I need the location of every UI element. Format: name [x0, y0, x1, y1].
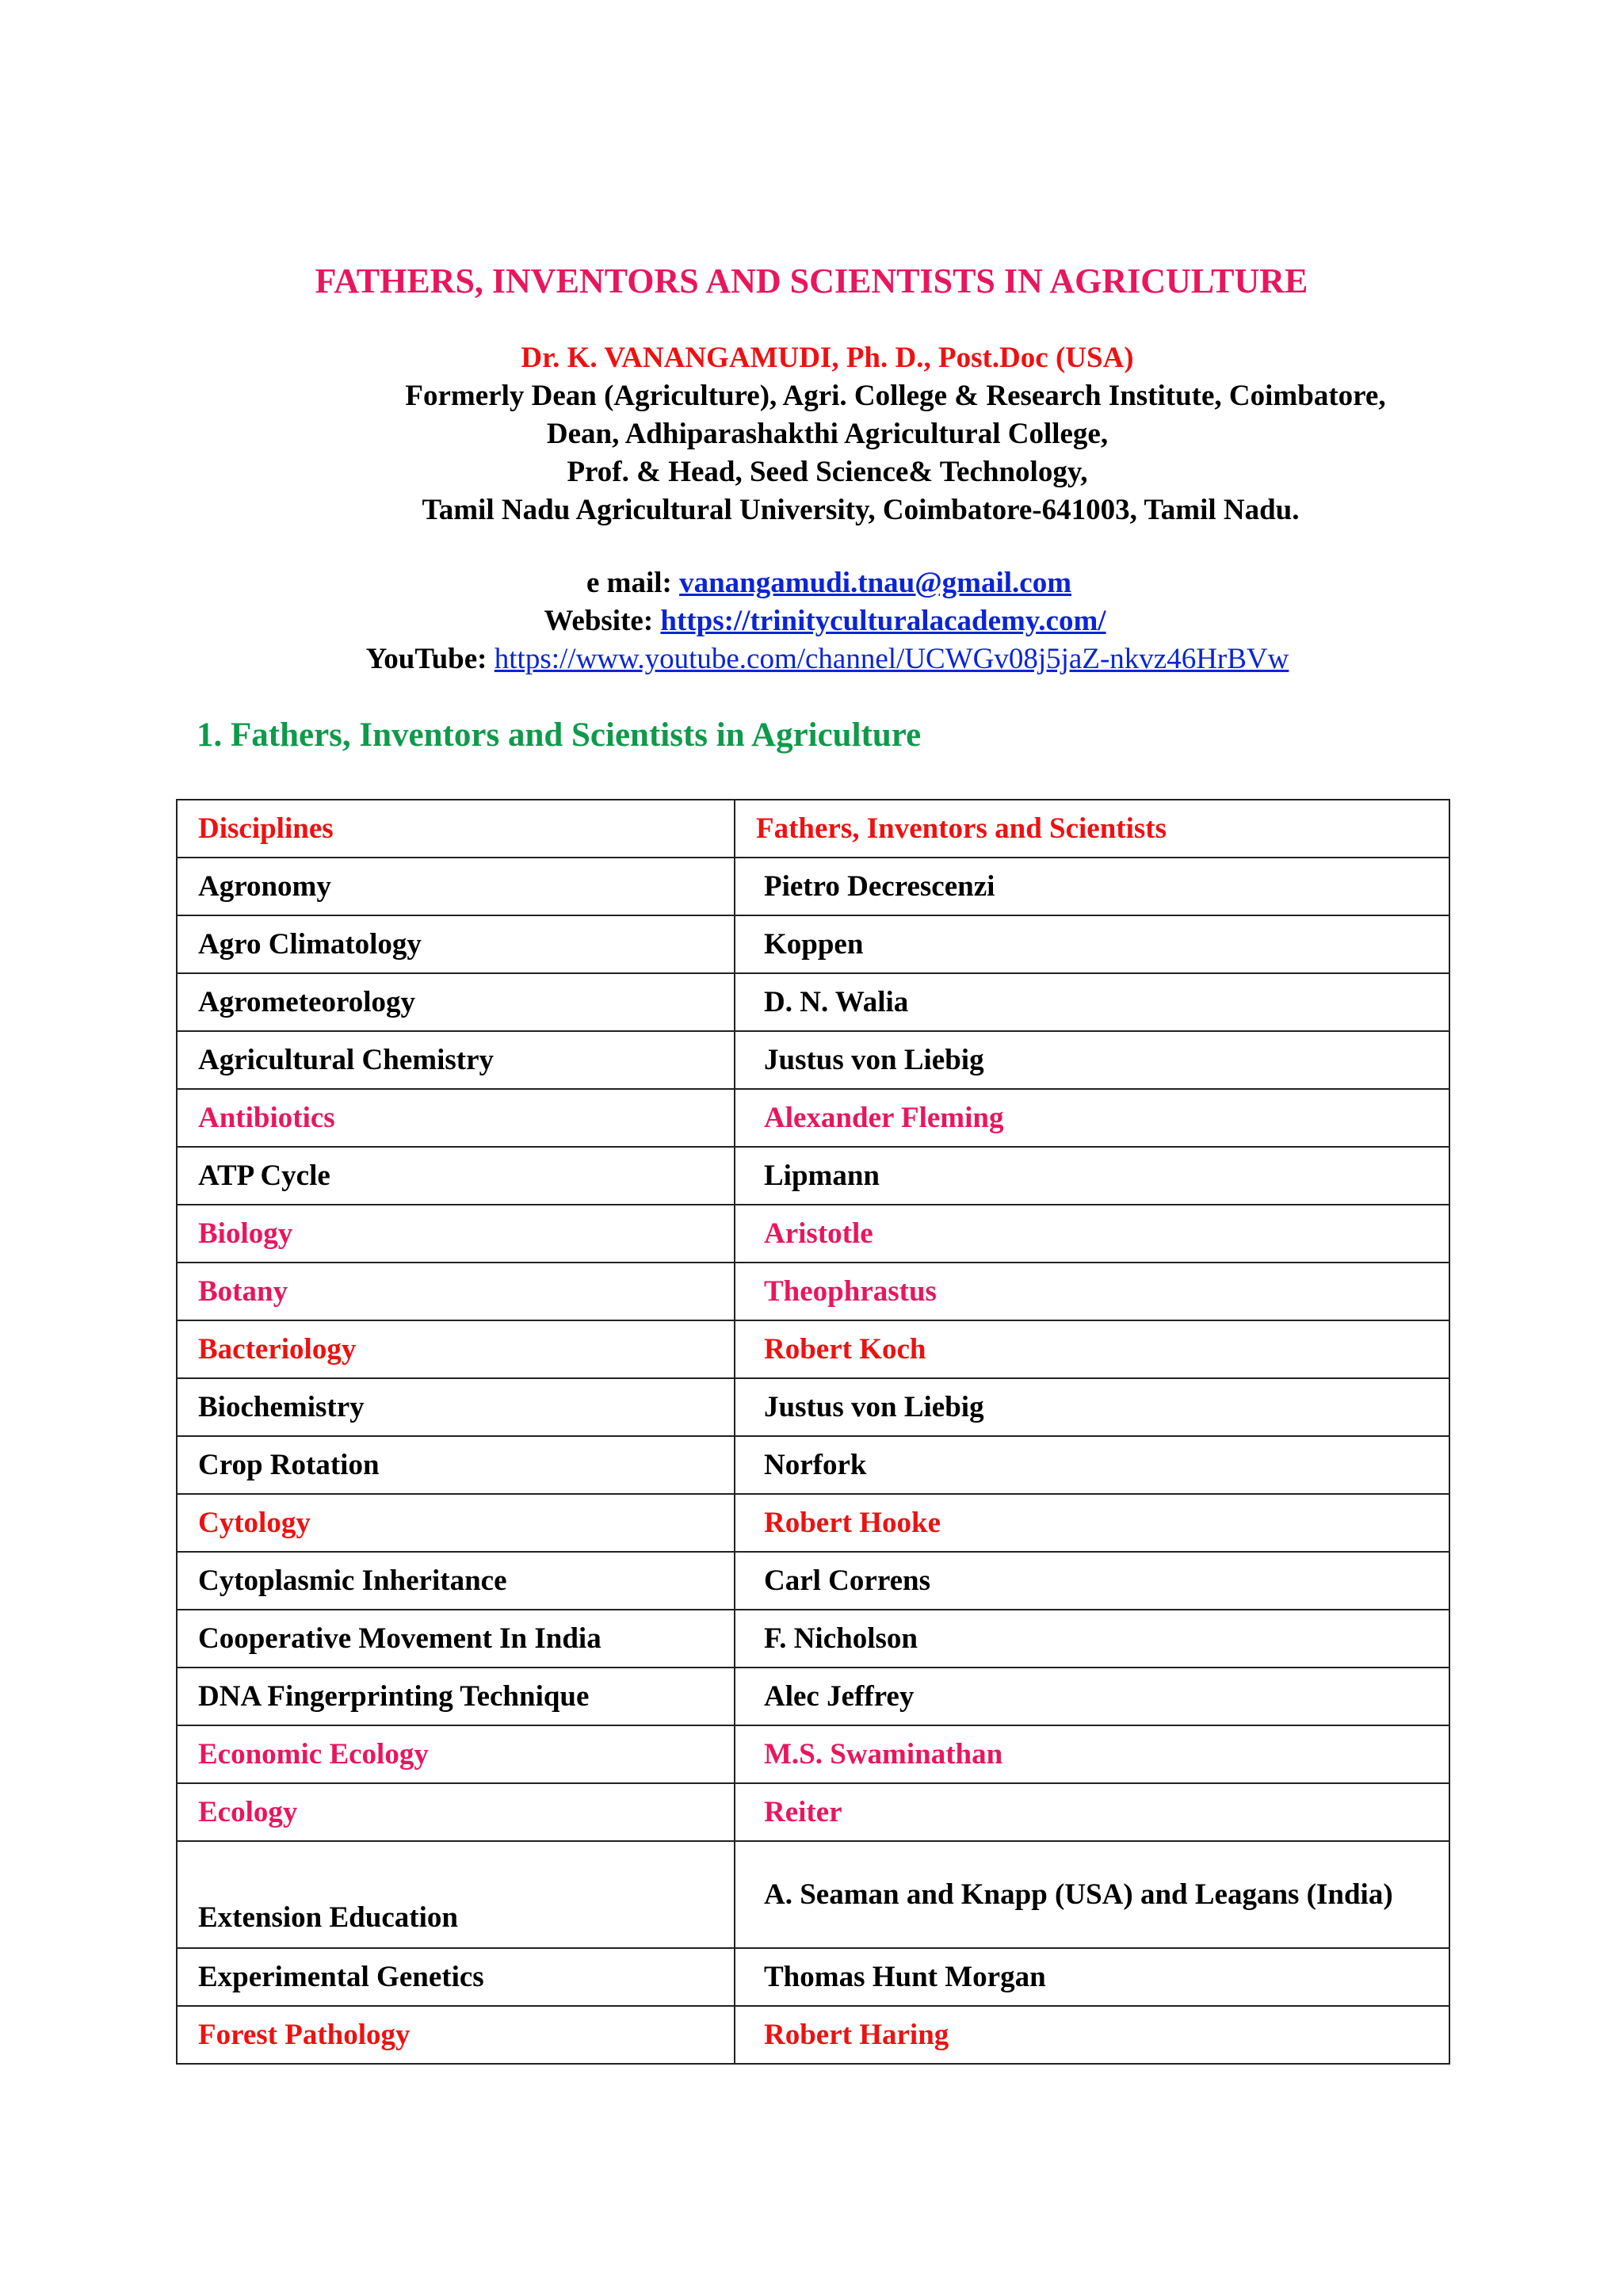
discipline-cell: Botany	[177, 1263, 735, 1320]
table-row	[177, 1147, 1449, 1205]
email-link[interactable]: vanangamudi.tnau@gmail.com	[679, 567, 1072, 599]
table-row	[177, 2006, 1449, 2064]
person-cell: A. Seaman and Knapp (USA) and Leagans (India)	[735, 1841, 1449, 1948]
person-cell: F. Nicholson	[735, 1610, 1449, 1668]
author-affiliation-2: Dean, Adhiparashakthi Agricultural College,	[546, 418, 1109, 450]
discipline-cell: Cytology	[177, 1494, 735, 1552]
discipline-cell: Agro Climatology	[177, 915, 735, 973]
person-cell: Lipmann	[735, 1147, 1449, 1205]
table-row	[177, 1031, 1449, 1089]
person-cell: Norfork	[735, 1436, 1449, 1494]
discipline-cell: Agrometeorology	[177, 973, 735, 1031]
person-cell: M.S. Swaminathan	[735, 1725, 1449, 1783]
person-cell: Justus von Liebig	[735, 1031, 1449, 1089]
fathers-table	[176, 799, 1450, 2065]
discipline-cell: Biochemistry	[177, 1378, 735, 1436]
person-cell: Aristotle	[735, 1205, 1449, 1263]
discipline-cell: Cytoplasmic Inheritance	[177, 1552, 735, 1610]
author-affiliation-4: Tamil Nadu Agricultural University, Coimbatore-641003, Tamil Nadu.	[422, 494, 1300, 526]
email-label: e mail:	[586, 567, 672, 599]
table-row	[177, 1436, 1449, 1494]
header-fathers: Fathers, Inventors and Scientists	[735, 800, 1449, 858]
table-row	[177, 1668, 1449, 1725]
table-header-row	[177, 800, 1449, 858]
table-row	[177, 1494, 1449, 1552]
person-cell: Pietro Decrescenzi	[735, 858, 1449, 915]
table-row	[177, 1320, 1449, 1378]
discipline-cell: Agronomy	[177, 858, 735, 915]
table-row	[177, 1841, 1449, 1948]
discipline-cell: ATP Cycle	[177, 1147, 735, 1205]
person-cell: Carl Correns	[735, 1552, 1449, 1610]
table-row	[177, 1783, 1449, 1841]
youtube-link[interactable]: https://www.youtube.com/channel/UCWGv08j5jaZ-nkvz46HrBVw	[494, 643, 1289, 675]
discipline-cell: Bacteriology	[177, 1320, 735, 1378]
person-cell: Theophrastus	[735, 1263, 1449, 1320]
table-row	[177, 1263, 1449, 1320]
table-row	[177, 1089, 1449, 1147]
discipline-cell: DNA Fingerprinting Technique	[177, 1668, 735, 1725]
person-cell: Alec Jeffrey	[735, 1668, 1449, 1725]
email-row	[0, 564, 1623, 602]
person-cell: Koppen	[735, 915, 1449, 973]
discipline-cell: Extension Education	[177, 1841, 735, 1948]
author-affiliation-1: Formerly Dean (Agriculture), Agri. College & Research Institute, Coimbatore,	[405, 380, 1386, 412]
table-row	[177, 1552, 1449, 1610]
person-cell: Reiter	[735, 1783, 1449, 1841]
website-row	[0, 602, 1623, 640]
header-disciplines: Disciplines	[177, 800, 735, 858]
document-title: FATHERS, INVENTORS AND SCIENTISTS IN AGRICULTURE	[315, 262, 1308, 300]
website-label: Website:	[544, 605, 654, 637]
contact-block	[0, 564, 1623, 678]
person-cell: Robert Haring	[735, 2006, 1449, 2064]
table-row	[177, 858, 1449, 915]
person-cell: D. N. Walia	[735, 973, 1449, 1031]
discipline-cell: Economic Ecology	[177, 1725, 735, 1783]
website-link[interactable]: https://trinityculturalacademy.com/	[660, 605, 1106, 637]
person-cell: Alexander Fleming	[735, 1089, 1449, 1147]
table-row	[177, 1610, 1449, 1668]
table-row	[177, 1725, 1449, 1783]
person-cell: Justus von Liebig	[735, 1378, 1449, 1436]
author-affiliation-3: Prof. & Head, Seed Science& Technology,	[567, 456, 1088, 488]
youtube-label: YouTube:	[365, 643, 487, 675]
discipline-cell: Biology	[177, 1205, 735, 1263]
youtube-row	[0, 640, 1623, 678]
table-row	[177, 1205, 1449, 1263]
person-cell: Thomas Hunt Morgan	[735, 1948, 1449, 2006]
person-cell: Robert Koch	[735, 1320, 1449, 1378]
discipline-cell: Experimental Genetics	[177, 1948, 735, 2006]
table-row	[177, 973, 1449, 1031]
discipline-cell: Crop Rotation	[177, 1436, 735, 1494]
discipline-cell: Agricultural Chemistry	[177, 1031, 735, 1089]
discipline-cell: Forest Pathology	[177, 2006, 735, 2064]
table-row	[177, 915, 1449, 973]
table-row	[177, 1378, 1449, 1436]
discipline-cell: Cooperative Movement In India	[177, 1610, 735, 1668]
discipline-cell: Ecology	[177, 1783, 735, 1841]
discipline-cell: Antibiotics	[177, 1089, 735, 1147]
author-block	[0, 339, 1623, 529]
person-cell: Robert Hooke	[735, 1494, 1449, 1552]
section-heading: 1. Fathers, Inventors and Scientists in Agriculture	[197, 716, 922, 754]
table-row	[177, 1948, 1449, 2006]
author-name: Dr. K. VANANGAMUDI, Ph. D., Post.Doc (USA)	[521, 342, 1134, 374]
